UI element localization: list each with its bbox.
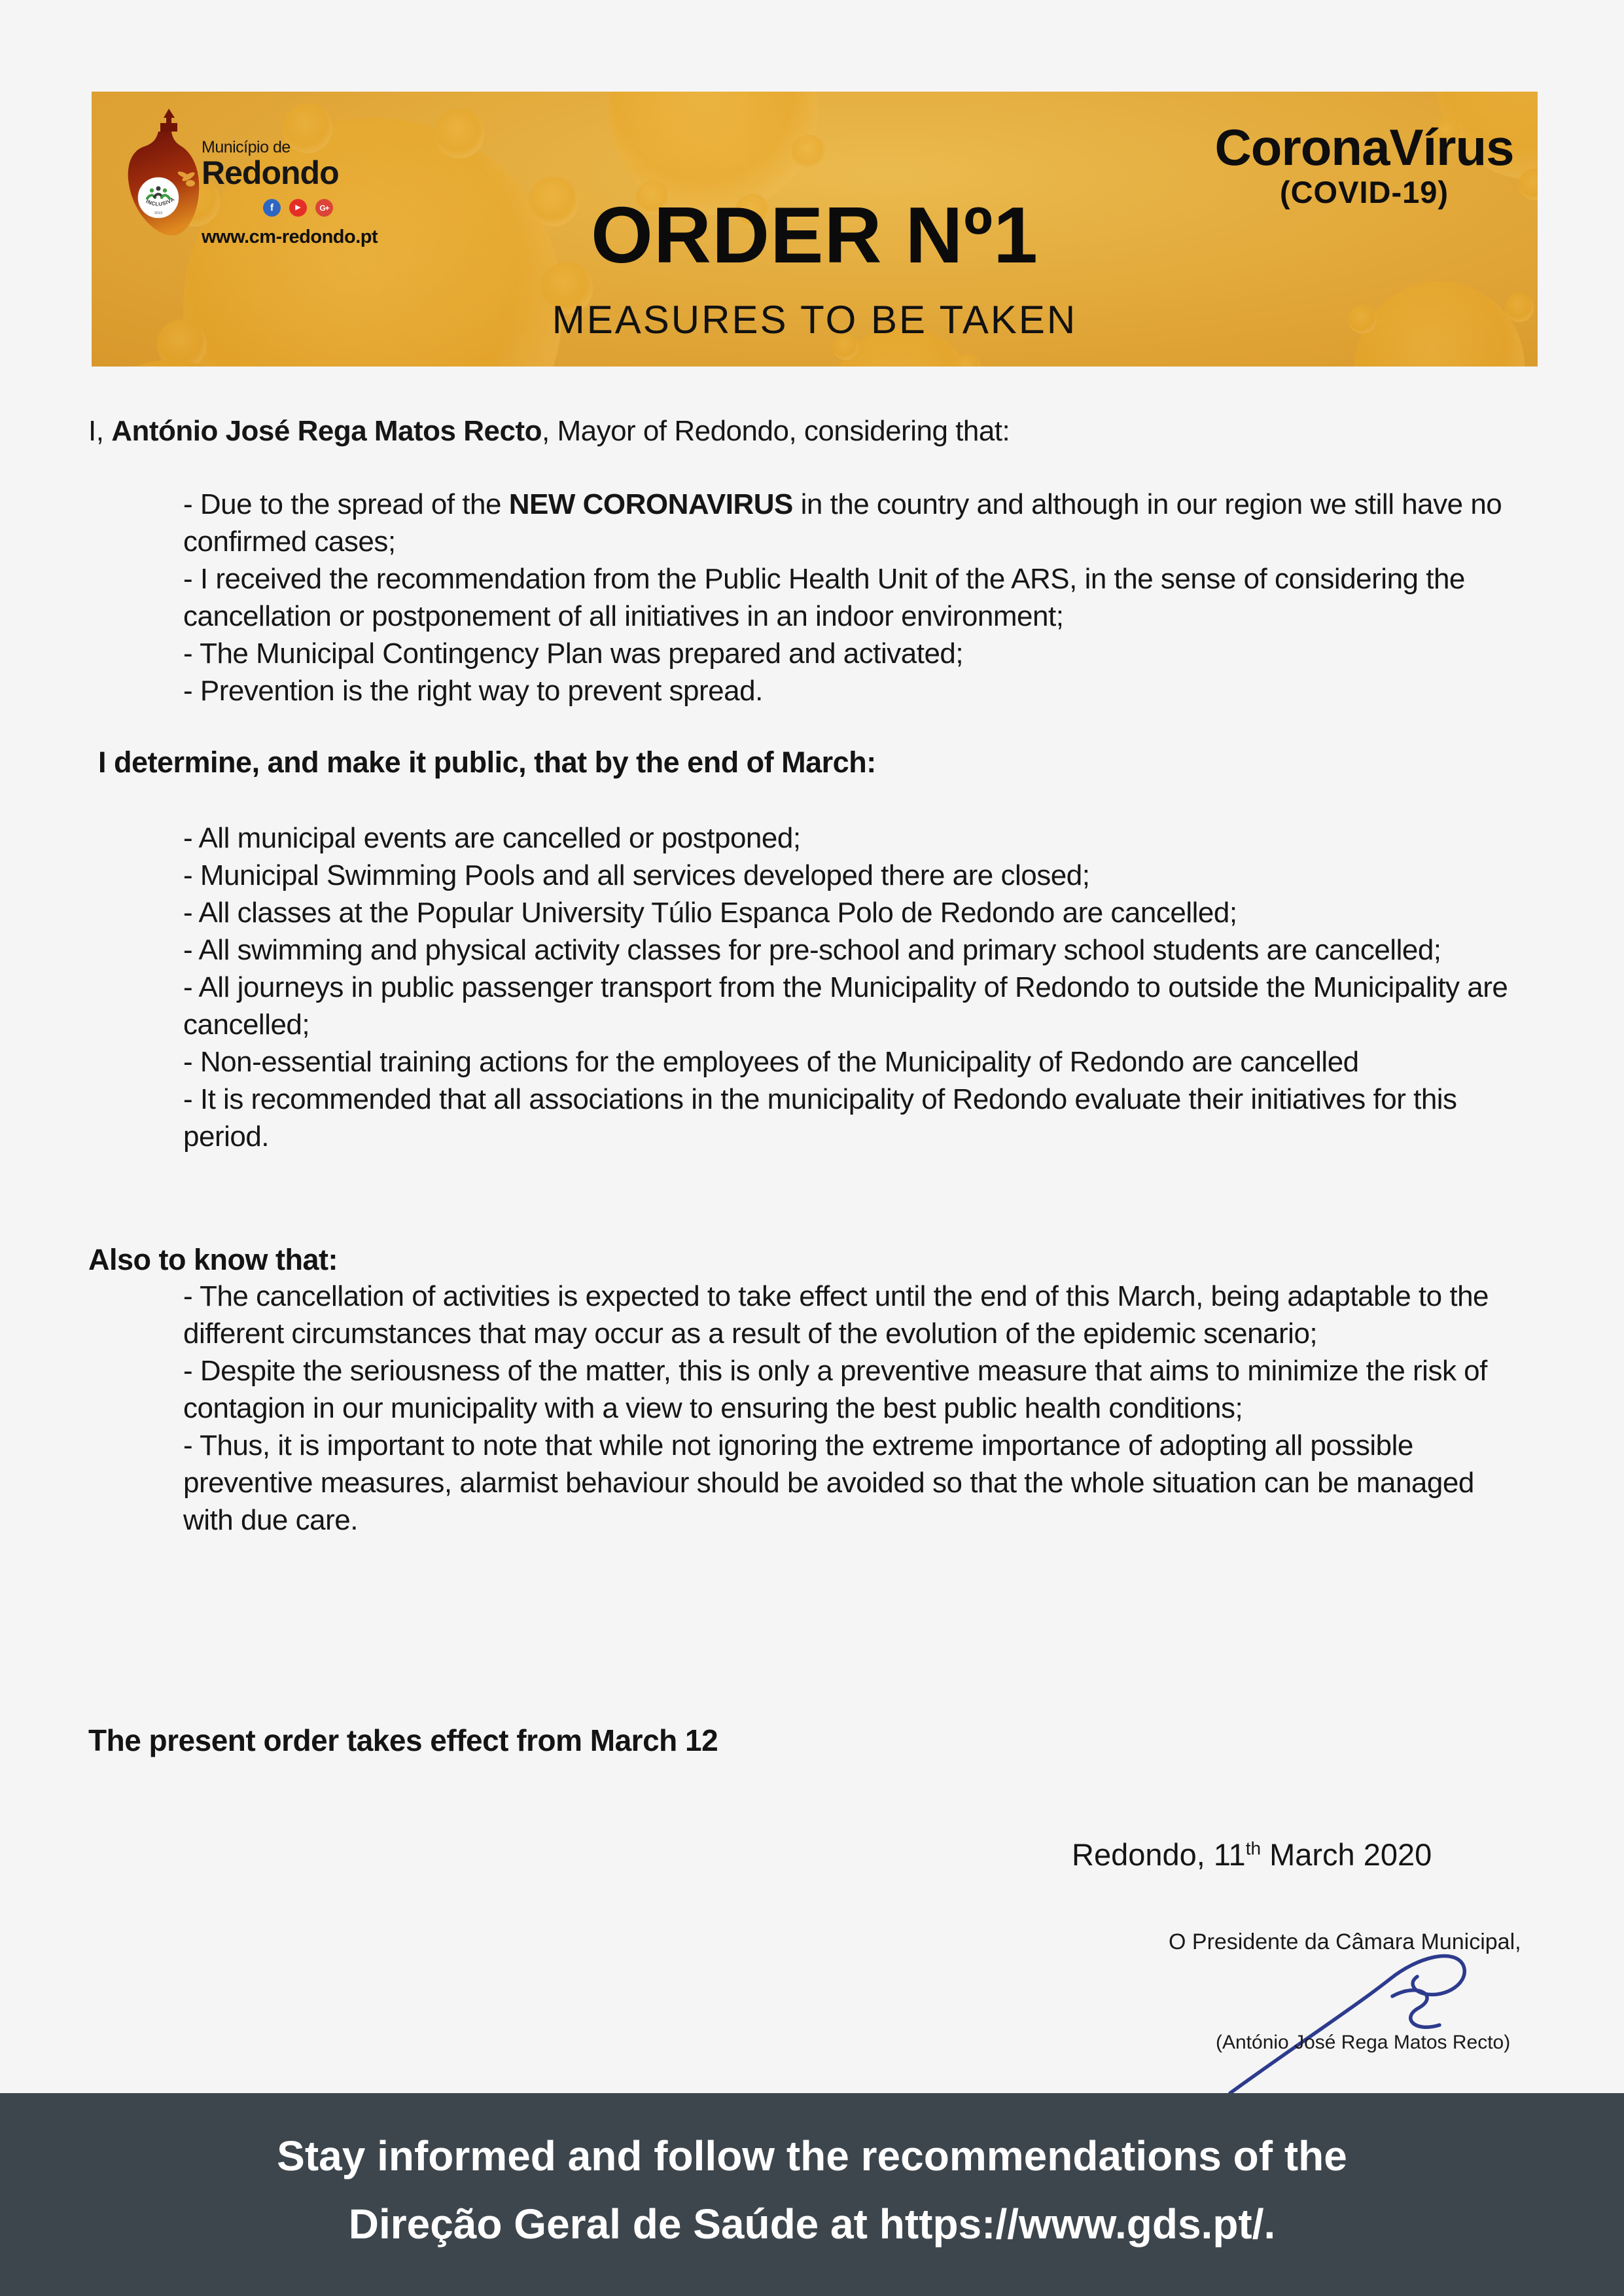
order-title: ORDER Nº1 xyxy=(591,190,1038,279)
header-banner xyxy=(92,92,1538,367)
corona-title: CoronaVírus xyxy=(1214,118,1514,176)
municipality-name-top: Município de xyxy=(202,138,291,156)
municipality-website: www.cm-redondo.pt xyxy=(202,226,378,247)
determinations-list xyxy=(183,819,1511,1155)
footer-banner xyxy=(0,2093,1624,2296)
intro-paragraph xyxy=(88,412,1547,450)
badge-year: 2019 xyxy=(154,211,163,215)
notes-list xyxy=(183,1278,1518,1539)
list-item: - The Municipal Contingency Plan was prepared and activated; xyxy=(183,637,964,670)
list-item: - Non-essential training actions for the employees of the Municipality of Redondo are cancelled xyxy=(183,1046,1359,1078)
mayor-printed-name: (António José Rega Matos Recto) xyxy=(1216,2032,1511,2053)
mayor-name: António José Rega Matos Recto xyxy=(111,415,542,447)
intro-prefix: I, xyxy=(88,415,112,447)
list-item: - All classes at the Popular University Túlio Espanca Polo de Redondo are cancelled; xyxy=(183,897,1237,929)
mayor-signature xyxy=(1221,1935,1496,2098)
determine-heading: I determine, and make it public, that by the end of March: xyxy=(98,745,876,779)
municipality-name: Redondo xyxy=(202,154,339,191)
footer-line-1: Stay informed and follow the recommendations of the xyxy=(277,2132,1347,2179)
google-plus-icon: G+ xyxy=(315,199,333,217)
order-subtitle: MEASURES TO BE TAKEN xyxy=(552,298,1078,342)
facebook-icon: f xyxy=(263,199,281,217)
president-title: O Presidente da Câmara Municipal, xyxy=(1169,1929,1521,1954)
list-item: - All journeys in public passenger transport from the Municipality of Redondo to outside the Municipality are cancelled; xyxy=(183,971,1508,1041)
consideration-1-suffix: in the country and although in our region we still have no confirmed cases; xyxy=(183,488,1502,558)
place-date-line xyxy=(1072,1837,1432,1873)
footer-line-2: Direção Geral de Saúde at https://www.gds.pt/. xyxy=(348,2200,1276,2248)
list-item: - It is recommended that all associations in the municipality of Redondo evaluate their initiatives for this period. xyxy=(183,1083,1457,1153)
municipality-logo-text xyxy=(202,139,476,190)
date-ordinal: th xyxy=(1245,1838,1262,1859)
also-know-heading: Also to know that: xyxy=(88,1243,338,1276)
list-item: - All swimming and physical activity classes for pre-school and primary school students are cancelled; xyxy=(183,934,1441,966)
badge-label: INCLUSIVA xyxy=(145,196,176,207)
list-item: - I received the recommendation from the Public Health Unit of the ARS, in the sense of considering the cancellation or postponement of all initiatives in an indoor environment; xyxy=(183,563,1465,632)
list-item: - Thus, it is important to note that while not ignoring the extreme importance of adopting all possible preventive measures, alarmist behaviour should be avoided so that the whole situation can be managed with due care. xyxy=(183,1429,1474,1536)
date-prefix: Redondo, 11 xyxy=(1072,1837,1246,1872)
list-item: - Municipal Swimming Pools and all services developed there are closed; xyxy=(183,859,1090,891)
list-item: - The cancellation of activities is expected to take effect until the end of this March, being adaptable to the different circumstances that may occur as a result of the evolution of the epidemic scenario; xyxy=(183,1280,1489,1350)
list-item: - Despite the seriousness of the matter, this is only a preventive measure that aims to minimize the risk of contagion in our municipality with a view to ensuring the best public health conditions; xyxy=(183,1355,1487,1424)
youtube-icon: ▶ xyxy=(289,199,307,217)
list-item: - Prevention is the right way to prevent spread. xyxy=(183,675,763,707)
considerations-list xyxy=(183,486,1511,709)
consideration-1-prefix: - Due to the spread of the xyxy=(183,488,509,520)
covid-subtitle: (COVID-19) xyxy=(1279,175,1449,209)
list-item: - All municipal events are cancelled or postponed; xyxy=(183,822,801,854)
footer-text xyxy=(0,2093,1624,2258)
effect-date-line: The present order takes effect from March 12 xyxy=(88,1723,718,1757)
intro-suffix: , Mayor of Redondo, considering that: xyxy=(542,415,1010,447)
consideration-1-bold: NEW CORONAVIRUS xyxy=(508,488,793,520)
date-suffix: March 2020 xyxy=(1261,1837,1432,1872)
list-item xyxy=(183,486,1511,560)
